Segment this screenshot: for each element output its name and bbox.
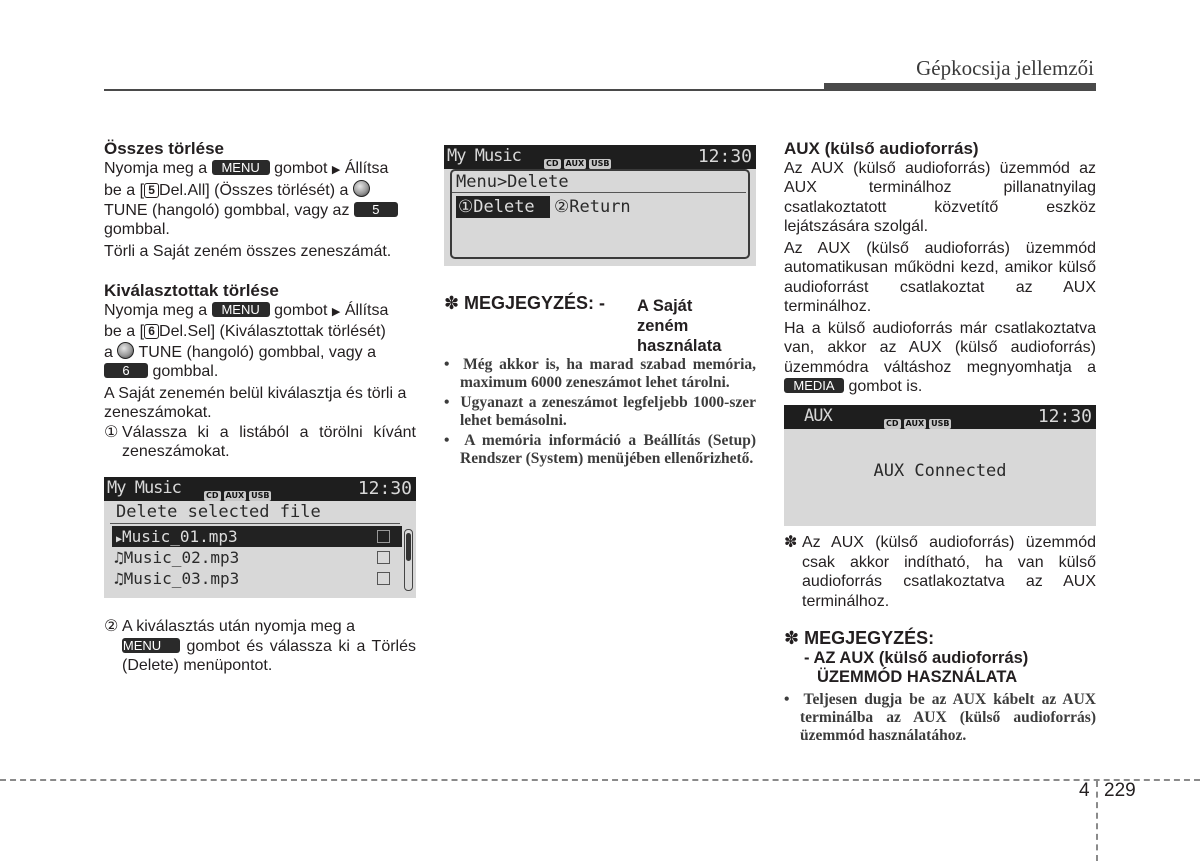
note-label: MEGJEGYZÉS: — [804, 628, 935, 648]
header-rule — [104, 89, 1096, 91]
aux-heading: AUX (külső audioforrás) — [784, 139, 979, 158]
source-badges — [884, 411, 954, 430]
chapter-number: 4 — [1079, 780, 1090, 801]
screen-title: AUX — [804, 406, 832, 426]
delete-option[interactable]: ①Delete — [458, 197, 535, 217]
menu-key: MENU — [212, 302, 270, 317]
file-row[interactable]: ♫Music_02.mp3 — [114, 548, 240, 567]
screen-title: My Music — [447, 146, 521, 166]
key-5-icon: 5 — [144, 183, 159, 198]
key-6-icon: 6 — [144, 324, 159, 339]
file-row[interactable]: ♫Music_03.mp3 — [114, 569, 240, 588]
step-2: ② A kiválasztás után nyomja meg a MENU gombot és válassza ki a Törlés (Delete) menüpontot. — [104, 618, 416, 674]
checkbox-icon[interactable] — [377, 551, 390, 564]
note-bullets — [784, 691, 1096, 745]
delete-selected-heading: Kiválasztottak törlése — [104, 281, 279, 300]
usb-badge: USB — [931, 419, 950, 428]
note-bullets — [444, 356, 756, 468]
screen-status-bar — [104, 477, 416, 501]
key-6: 6 — [104, 363, 148, 378]
key-5: 5 — [354, 202, 398, 217]
music-note-icon: ♫ — [114, 569, 124, 588]
clock: 12:30 — [357, 478, 412, 499]
aux-paragraph-1: Az AUX (külső audioforrás) üzemmód az AUX terminálhoz pillanatnyilag csatlakoztatott közvetítő eszköz lejátszására szolgál. — [784, 159, 1096, 235]
scrollbar[interactable] — [404, 529, 413, 591]
footer-vertical-divider — [1096, 781, 1098, 861]
delete-all-heading: Összes törlése — [104, 139, 225, 158]
music-note-icon: ♫ — [114, 548, 124, 567]
aux-paragraph-2: Az AUX (külső audioforrás) üzemmód automatikusan működni kezd, amikor külső audioforrást csatlakoztat az AUX terminálhoz. — [784, 239, 1096, 315]
clock: 12:30 — [1037, 406, 1092, 427]
usb-badge: USB — [591, 159, 610, 168]
note-star-icon: ✽ — [444, 293, 460, 313]
checkbox-icon[interactable] — [377, 572, 390, 585]
divider — [452, 192, 746, 193]
page-section-title: Gépkocsija jellemzői — [916, 56, 1094, 80]
return-option[interactable]: ②Return — [554, 197, 631, 217]
right-column-lower — [784, 533, 1096, 745]
play-arrow-icon: ▶ — [116, 534, 123, 545]
screen-status-bar — [784, 405, 1096, 429]
note-my-music — [444, 294, 756, 468]
left-column — [104, 139, 416, 462]
source-badges — [544, 151, 614, 170]
file-row[interactable]: ▶Music_01.mp3 — [116, 527, 238, 546]
my-music-delete-screen — [104, 477, 416, 598]
note-label: MEGJEGYZÉS: - — [464, 293, 606, 313]
note-title: A Saját zeném használata — [637, 297, 722, 355]
note-bullet: • Teljesen dugja be az AUX kábelt az AUX terminálba az AUX (külső audioforrás) üzemmód használatához. — [784, 690, 1096, 744]
note-title-line-1: - AZ AUX (külső audioforrás) — [804, 648, 1029, 667]
aux-badge: AUX — [225, 491, 245, 500]
delete-selected-text: Nyomja meg a MENU gombot ▶ Állítsa be a [ 6 Del.Sel] (Kiválasztottak törlését) a TUNE (hangoló) gombbal, vagy a 6 gombbal. — [104, 301, 389, 380]
note-header — [784, 629, 1096, 649]
delete-all-text: Nyomja meg a MENU gombot ▶ Állítsa be a [ 5 Del.All] (Összes törlését) a TUNE (hangoló) gombbal, vagy az 5 gombbal. — [104, 159, 416, 240]
note-aux — [784, 629, 1096, 745]
screen-subtitle: Delete selected file — [116, 502, 321, 522]
usb-badge: USB — [251, 491, 270, 500]
checkbox-icon[interactable] — [377, 530, 390, 543]
aux-badge: AUX — [905, 419, 925, 428]
step-1: ① Válassza ki a listából a törölni kívánt zeneszámokat. — [104, 423, 416, 460]
note-star-icon: ✽ — [784, 628, 800, 648]
aux-paragraph-3: Ha a külső audioforrás már csatlakoztatva van, akkor az AUX (külső audioforrás) üzemmódra váltáshoz megnyomhatja a MEDIA gombot is. — [784, 319, 1096, 395]
clock: 12:30 — [697, 146, 752, 167]
delete-all-description: Törli a Saját zeném összes zeneszámát. — [104, 242, 392, 260]
divider — [110, 523, 400, 524]
tune-knob-icon — [117, 342, 134, 359]
delete-selected-description: A Saját zenemén belül kiválasztja és törli a zeneszámokat. — [104, 384, 407, 421]
menu-delete-screen — [444, 145, 756, 266]
aux-footnote: ✽ Az AUX (külső audioforrás) üzemmód csak akkor indítható, ha van külső audioforrás csatlakoztatva az AUX terminálhoz. — [784, 534, 1096, 610]
source-badges — [204, 483, 274, 502]
cd-badge: CD — [206, 491, 219, 500]
page-number: 229 — [1104, 780, 1136, 801]
note-header — [444, 294, 756, 356]
note-bullet: • A memória információ a Beállítás (Setup) Rendszer (System) menüjében ellenőrizhető. — [444, 432, 756, 467]
aux-screen — [784, 405, 1096, 526]
note-title-line-2: ÜZEMMÓD HASZNÁLATA — [817, 668, 1018, 686]
tune-knob-icon — [353, 180, 370, 197]
media-key: MEDIA — [784, 378, 844, 393]
note-bullet: • Még akkor is, ha marad szabad memória, maximum 6000 zeneszámot lehet tárolni. — [444, 356, 756, 391]
arrow-right-icon: ▶ — [331, 305, 341, 318]
step-2-block — [104, 617, 416, 676]
arrow-right-icon: ▶ — [331, 163, 341, 176]
menu-path: Menu>Delete — [456, 172, 569, 192]
cd-badge: CD — [886, 419, 899, 428]
screen-title: My Music — [107, 478, 181, 498]
menu-key: MENU — [122, 638, 180, 653]
footer-divider — [0, 779, 1200, 781]
menu-key: MENU — [212, 160, 270, 175]
aux-badge: AUX — [565, 159, 585, 168]
cd-badge: CD — [546, 159, 559, 168]
screen-status-bar — [444, 145, 756, 169]
right-column — [784, 139, 1096, 397]
scrollbar-thumb[interactable] — [406, 533, 411, 561]
aux-connected-message: AUX Connected — [873, 461, 1007, 481]
note-bullet: • Ugyanazt a zeneszámot legfeljebb 1000-szer lehet bemásolni. — [444, 394, 756, 429]
